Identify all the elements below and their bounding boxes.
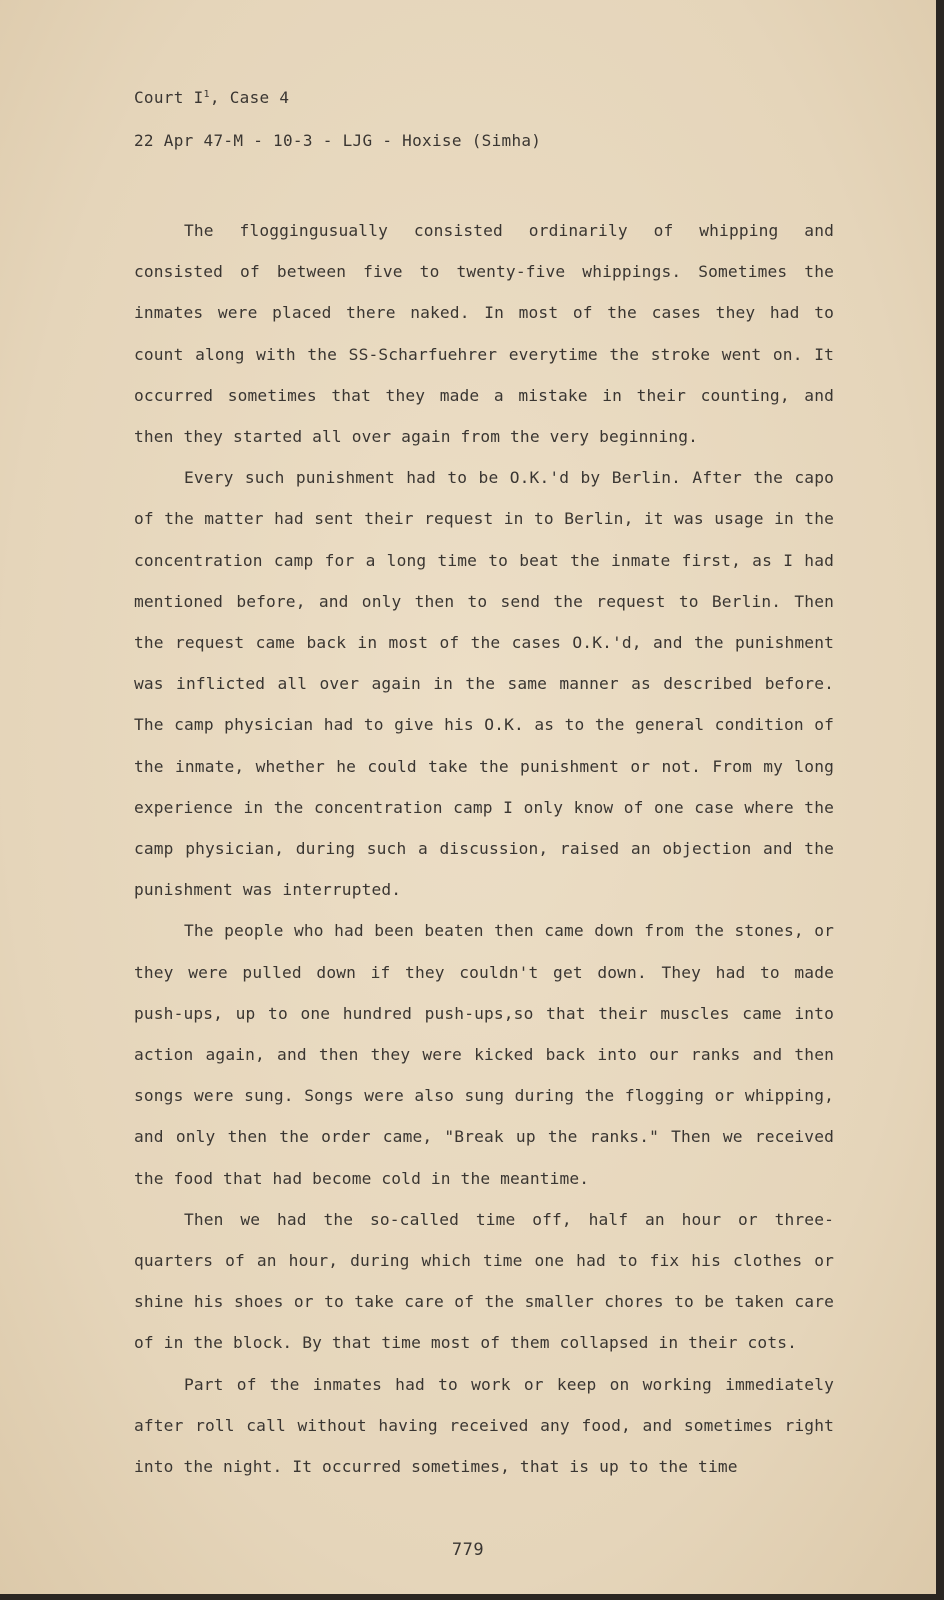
paragraph-push-ups: The people who had been beaten then came down from the stones, or they were pulled down if they couldn't get down. They had to made push-ups, up to one hundred push-ups,so that their muscles came into action again, and then they were kicked back into our ranks and then songs were sung. Songs were also sung during the flogging or whipping, and only then the order came, "Break up the ranks." Then we received the food that had become cold in the meantime. (134, 921, 834, 1188)
court-superscript: 1 (203, 89, 210, 100)
testimony-body (134, 210, 834, 1487)
court-case-header (134, 88, 289, 107)
paragraph-time-off: Then we had the so-called time off, half an hour or three-quarters of an hour, during which time one had to fix his clothes or shine his shoes or to take care of the smaller chores to be taken care of in the block. By that time most of them collapsed in their cots. (134, 1209, 834, 1353)
page-number: 779 (451, 1540, 485, 1560)
court-label: Court I (134, 88, 204, 107)
paragraph-berlin-approval: Every such punishment had to be O.K.'d by Berlin. After the capo of the matter had sent their request in to Berlin, it was usage in the concentration camp for a long time to beat the inmate first, as I had mentioned before, and only then to send the request to Berlin. Then the request came back in most of the cases O.K.'d, and the punishment was inflicted all over again in the same manner as described before. The camp physician had to give his O.K. as to the general condition of the inmate, whether he could take the punishment or not. From my long experience in the concentration camp I only know of one case where the camp physician, during such a discussion, raised an objection and the punishment was interrupted. (134, 468, 834, 900)
paragraph-flogging: The floggingusually consisted ordinarily of whipping and consisted of between five to twenty-five whippings. Sometimes the inmates were placed there naked. In most of the cases they had to count along with the SS-Scharfuehrer everytime the stroke went on. It occurred sometimes that they made a mistake in their counting, and then they started all over again from the very beginning. (134, 221, 834, 447)
case-label: , Case 4 (209, 88, 290, 107)
paragraph-night-work: Part of the inmates had to work or keep on working immediately after roll call without having received any food, and sometimes right into the night. It occurred sometimes, that is up to the time (134, 1374, 834, 1477)
session-header: 22 Apr 47-M - 10-3 - LJG - Hoxise (Simha) (134, 131, 542, 150)
